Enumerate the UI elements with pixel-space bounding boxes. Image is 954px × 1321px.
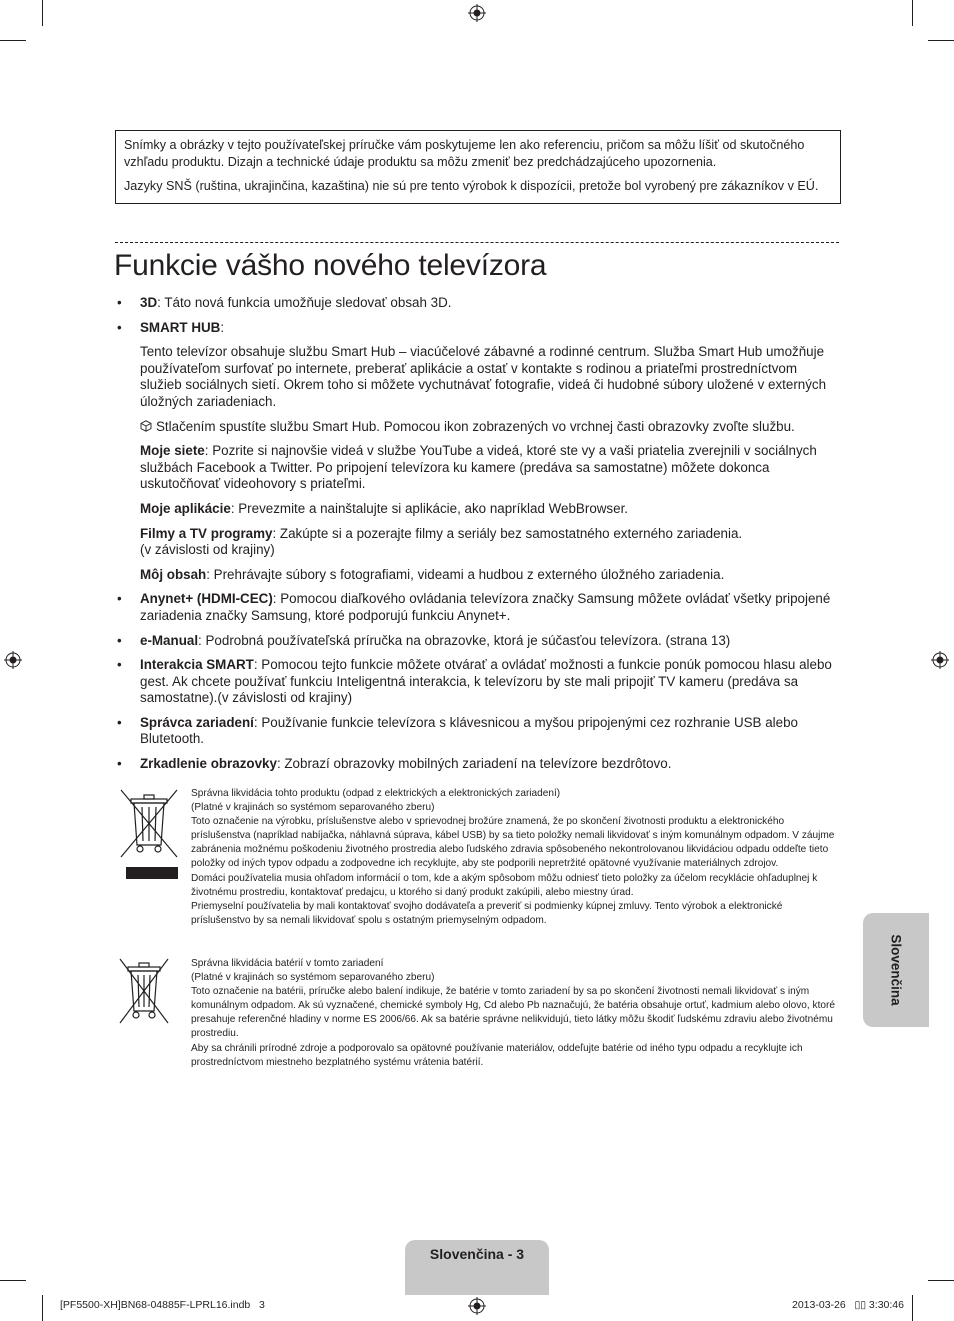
feature-note: (v závislosti od krajiny) [140, 542, 275, 558]
feature-list [116, 295, 840, 781]
registration-mark-icon [4, 651, 22, 669]
notice-paragraph: Jazyky SNŠ (ruština, ukrajinčina, kazaština) nie sú pre tento výrobok k dispozícii, pretože bol vyrobený pre zákazníkov v EÚ. [124, 179, 819, 193]
crop-mark [912, 1295, 913, 1321]
crop-mark [0, 40, 26, 41]
feature-term: Interakcia SMART [140, 657, 254, 673]
crossed-bin-icon [118, 787, 180, 882]
bullet-mark: • [117, 632, 122, 648]
weee-paragraph: Domáci používatelia musia ohľadom informácií o tom, kde a akým spôsobom môžu odniesť tieto položky za účelom recyklácie ohľaduplnej k životnému prostrediu, kontaktovať predajcu, u ktorého si daný produkt zakúpili, alebo miestny úrad. [191, 872, 818, 898]
list-item [116, 633, 840, 650]
list-item [116, 715, 840, 748]
crop-mark [912, 0, 913, 26]
feature-text: : Používanie funkcie televízora s klávesnicou a myšou pripojenými cez rozhranie USB alebo Blutetooth. [140, 714, 798, 747]
feature-term: Zrkadlenie obrazovky [140, 756, 277, 772]
list-item [116, 320, 840, 337]
weee-product-text [191, 787, 841, 928]
weee-subheading: (Platné v krajinách so systémom separovaného zberu) [191, 802, 435, 814]
registration-mark-icon [468, 4, 486, 22]
bullet-mark: • [117, 756, 122, 772]
bullet-mark: • [117, 591, 122, 607]
dashed-divider [115, 242, 839, 243]
smart-hub-icon [140, 420, 152, 432]
weee-paragraph: Aby sa chránili prírodné zdroje a podporovalo sa opätovné používanie materiálov, oddeľujte batérie od iného typu odpadu a recyklujte ich prostredníctvom miestneho bezplatného systému vrátenia batérií. [191, 1042, 803, 1068]
crossed-bin-icon [118, 957, 170, 1027]
page-title: Funkcie vášho nového televízora [114, 249, 547, 282]
registration-mark-icon [468, 1297, 486, 1315]
feature-text: : [220, 319, 225, 335]
language-side-tab [863, 913, 929, 1027]
weee-subheading: (Platné v krajinách so systémom separovaného zberu) [191, 972, 435, 984]
smart-hub-apps [116, 501, 840, 518]
list-item [116, 756, 840, 773]
smart-hub-content [116, 567, 840, 584]
bullet-mark: • [117, 714, 122, 730]
feature-term: Môj obsah [140, 566, 207, 582]
feature-term: SMART HUB [140, 319, 221, 335]
weee-heading: Správna likvidácia batérií v tomto zariadení [191, 958, 384, 969]
print-timestamp: 2013-03-26 ▯▯ 3:30:46 [792, 1299, 904, 1311]
feature-text: : Zobrazí obrazovky mobilných zariadení na televízore bezdrôtovo. [276, 756, 672, 772]
notice-box [115, 130, 841, 204]
feature-text: : Prehrávajte súbory s fotografiami, videami a hudbou z externého úložného zariadenia. [206, 566, 725, 582]
crop-mark [928, 40, 954, 41]
list-item [116, 657, 840, 707]
feature-term: Moje aplikácie [140, 500, 231, 516]
weee-paragraph: Priemyselní používatelia by mali kontaktovať svojho dodávateľa a preveriť si podmienky kúpnej zmluvy. Tento výrobok a elektronické príslušenstvo by sa nemali likvidovať spolu s ostatným priemyselným odpadom. [191, 900, 783, 926]
feature-term: Moje siete [140, 443, 205, 459]
page-number: Slovenčina - 3 [429, 1246, 525, 1262]
notice-paragraph: Snímky a obrázky v tejto používateľskej príručke vám poskytujeme len ako referenciu, pričom sa môžu líšiť od skutočného vzhľadu produktu. Dizajn a technické údaje produktu sa môžu zmeniť bez predchádzajúceho upozornenia. [124, 138, 805, 169]
crop-mark [0, 1280, 26, 1281]
bullet-mark: • [117, 319, 122, 335]
smart-hub-press-text: Stlačením spustíte službu Smart Hub. Pomocou ikon zobrazených vo vrchnej časti obrazovky zvoľte službu. [156, 418, 795, 434]
bullet-mark: • [117, 295, 122, 310]
smart-hub-sites [116, 443, 840, 493]
page-number-tab [405, 1240, 549, 1295]
weee-paragraph: Toto označenie na výrobku, príslušenstve alebo v sprievodnej brožúre znamená, že po skončení životnosti produktu a elektronického príslušenstva (napríklad nabíjačka, náhlavná súprava, kábel USB) by sa tieto položky nemali likvidovať s iným komunálnym odpadom. V záujme zabránenia možnému poškodeniu životného prostredia alebo ľudského zdravia spôsobeného nekontrolovanou likvidáciou odpadu oddeľte tieto položky od iných typov odpadu a zodpovedne ich recyklujte, aby ste podporili nepretržité opätovné využívanie materiálnych zdrojov. [191, 816, 835, 870]
feature-term: Anynet+ (HDMI-CEC) [140, 591, 273, 607]
registration-mark-icon [931, 651, 949, 669]
smart-hub-press [116, 419, 840, 436]
smart-hub-intro: Tento televízor obsahuje službu Smart Hub – viacúčelové zábavné a rodinné centrum. Služba Smart Hub umožňuje používateľom surfovať po internete, preberať aplikácie a ostať v kontakte s rodinou a priateľmi prostredníctvom služieb sociálnych sietí. Okrem toho si môžete vychutnávať fotografie, videá či hudobné súbory uložené v externých úložných zariadeniach. [140, 344, 827, 409]
list-item [116, 591, 840, 624]
crop-mark [42, 0, 43, 26]
weee-battery-text [191, 957, 841, 1070]
feature-text: : Pozrite si najnovšie videá v službe YouTube a videá, ktoré ste vy a vaši priatelia zverejnili v sociálnych službách Facebook a Twitter. Po pripojení televízora ku kamere (predáva sa samostatne) môžete dokonca uskutočňovať videohovory s priateľmi. [140, 443, 817, 492]
list-item [116, 295, 840, 312]
bullet-mark: • [117, 657, 122, 673]
feature-text: : Táto nová funkcia umožňuje sledovať obsah 3D. [157, 295, 452, 310]
print-file-info: [PF5500-XH]BN68-04885F-LPRL16.indb 3 [60, 1299, 265, 1311]
weee-heading: Správna likvidácia tohto produktu (odpad z elektrických a elektronických zariadení) [191, 788, 561, 799]
smart-hub-movies [116, 526, 840, 559]
feature-term: Filmy a TV programy [140, 525, 273, 541]
feature-term: 3D [140, 295, 158, 310]
feature-term: e-Manual [140, 632, 199, 648]
feature-text: : Podrobná používateľská príručka na obrazovke, ktorá je súčasťou televízora. (strana 13) [198, 632, 731, 648]
feature-text: : Pomocou tejto funkcie môžete otvárať a ovládať možnosti a funkcie ponúk pomocou hlasu alebo gest. Ak chcete používať funkciu Inteligentná interakcia, k televízoru by ste mali pripojiť TV kameru (predáva sa samostatne).(v závislosti od krajiny) [140, 657, 832, 706]
feature-text: : Prevezmite a nainštalujte si aplikácie, ako napríklad WebBrowser. [230, 500, 629, 516]
feature-term: Správca zariadení [140, 714, 254, 730]
crop-mark [928, 1280, 954, 1281]
crop-mark [42, 1295, 43, 1321]
weee-paragraph: Toto označenie na batérii, príručke alebo balení indikuje, že batérie v tomto zariadení by sa po skončení životnosti nemali likvidovať s iným komunálnym odpadom. Ak sú vyznačené, chemické symboly Hg, Cd alebo Pb naznačujú, že batéria obsahuje ortuť, kadmium alebo olovo, ktoré presahuje referenčné hladiny v norme ES 2006/66. Ak sa batérie správne nelikvidujú, tieto látky môžu škodiť ľudskému zdraviu alebo životnému prostrediu. [191, 986, 835, 1040]
language-side-label: Slovenčina [888, 934, 904, 1006]
feature-text: : Zakúpte si a pozerajte filmy a seriály bez samostatného externého zariadenia. [272, 525, 743, 541]
feature-text: : Pomocou diaľkového ovládania televízora značky Samsung môžete ovládať všetky pripojené zariadenia značky Samsung, ktoré podporujú funkciu Anynet+. [140, 591, 831, 623]
